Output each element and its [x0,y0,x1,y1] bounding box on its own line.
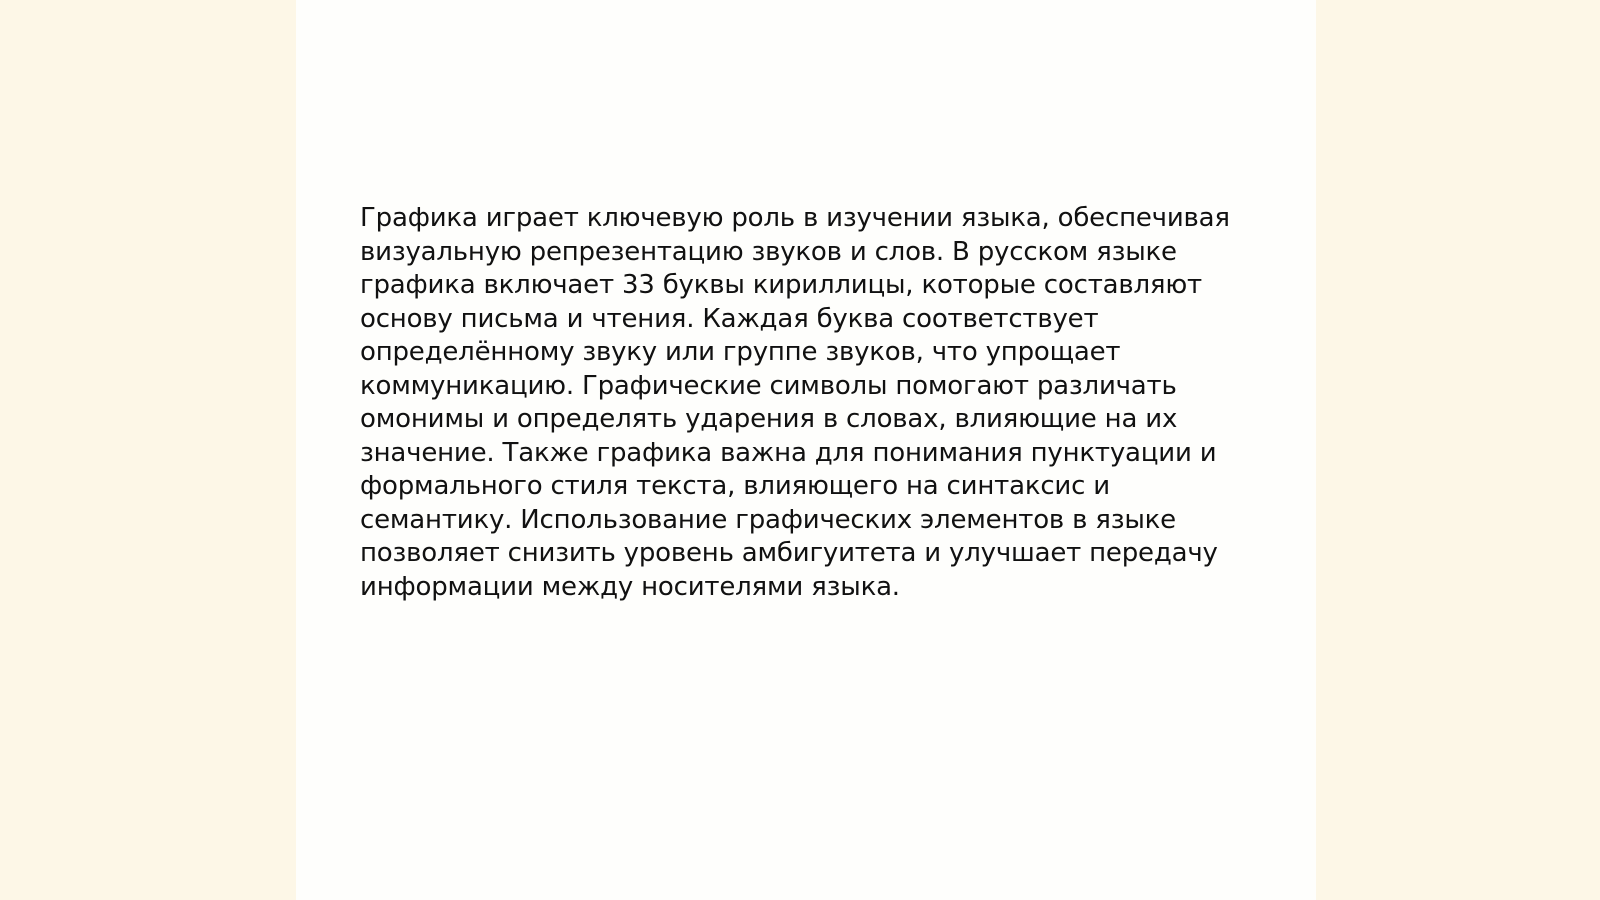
left-margin-panel [0,0,296,900]
document-page [296,0,1316,900]
body-paragraph: Графика играет ключевую роль в изучении языка, обеспечивая визуальную репрезентацию звуков и слов. В русском языке графика включает 33 буквы кириллицы, которые составляют основу письма и чтения. Каждая буква соответствует определённому звуку или группе звуков, что упрощает коммуникацию. Графические символы помогают различать омонимы и определять ударения в словах, влияющие на их значение. Также графика важна для понимания пунктуации и формального стиля текста, влияющего на синтаксис и семантику. Использование графических элементов в языке позволяет снизить уровень амбигуитета и улучшает передачу информации между носителями языка. [360,203,1230,602]
right-margin-panel [1316,0,1600,900]
